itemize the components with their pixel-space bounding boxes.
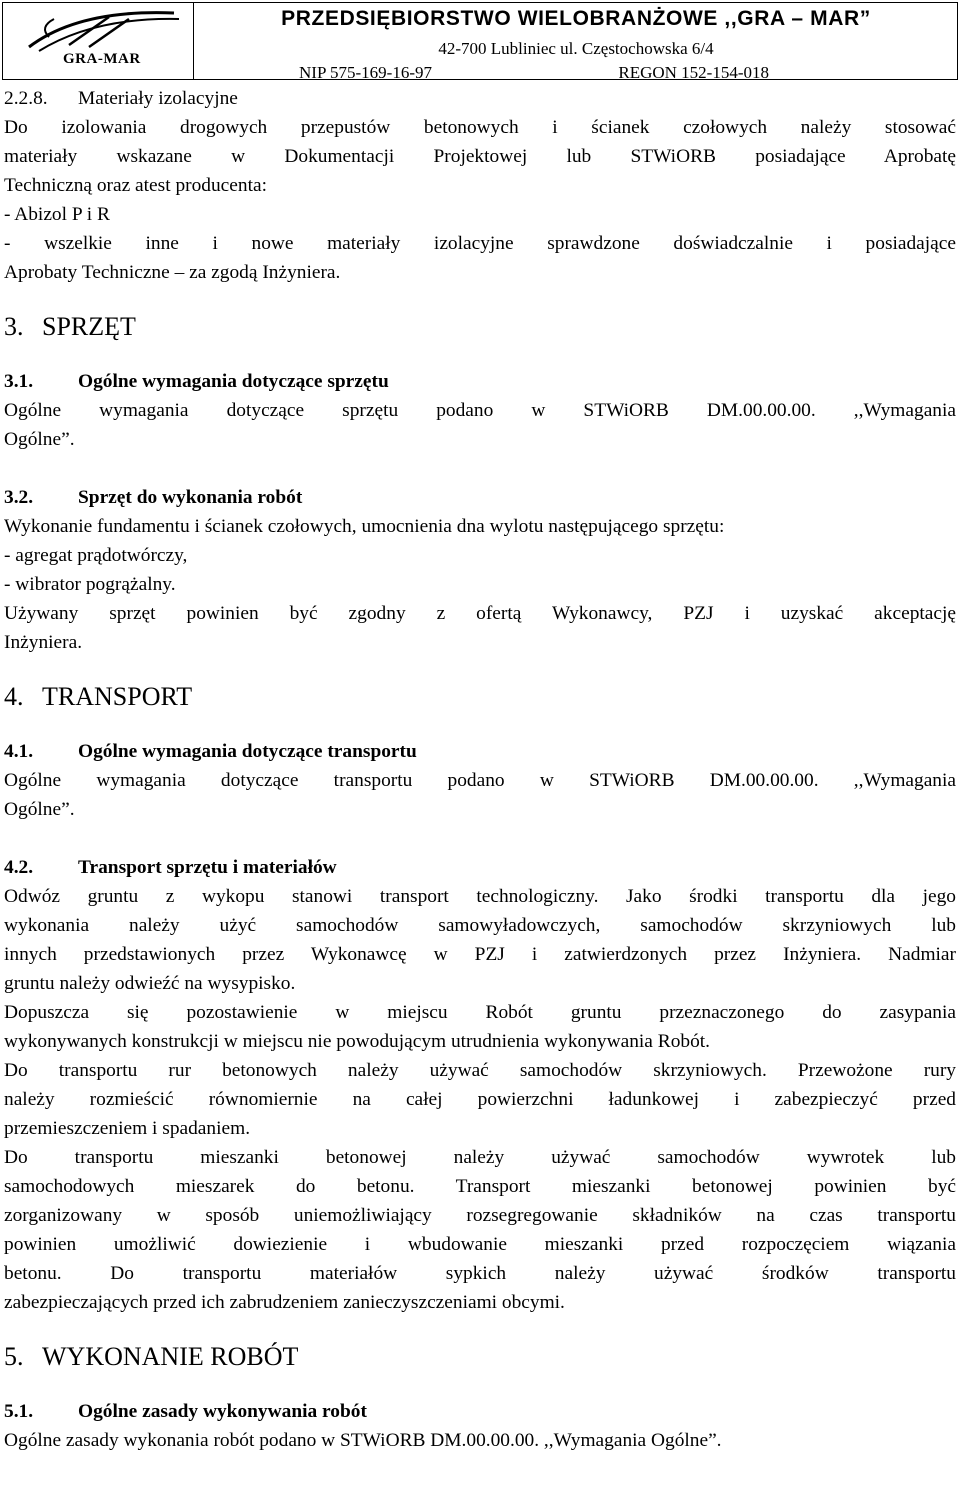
page-header (2, 2, 958, 80)
paragraph-line: Inżyniera. (4, 632, 83, 653)
paragraph-line: Odwóz gruntu z wykopu stanowi transport technologiczny. Jako środki transportu dla jego (4, 886, 956, 907)
paragraph-line: Ogólne”. (4, 429, 75, 450)
paragraph-line: Ogólne zasady wykonania robót podano w STWiORB DM.00.00.00. ,,Wymagania Ogólne”. (4, 1430, 722, 1451)
paragraph-line: zorganizowany w sposób uniemożliwiający rozsegregowanie składników na czas transportu (4, 1205, 956, 1226)
paragraph-line: przemieszczeniem i spadaniem. (4, 1118, 251, 1139)
paragraph-line: należy rozmieścić równomiernie na całej powierzchni ładunkowej i zabezpieczyć przed (4, 1089, 956, 1110)
company-name: PRZEDSIĘBIORSTWO WIELOBRANŻOWE ,,GRA – MAR” (281, 7, 871, 30)
paragraph-line: Techniczną oraz atest producenta: (4, 175, 267, 196)
paragraph-line: Do izolowania drogowych przepustów betonowych i ścianek czołowych należy stosować (4, 117, 956, 138)
section-2-2-8-heading: 2.2.8. Materiały izolacyjne (4, 88, 238, 109)
section-4-1-heading: 4.1. Ogólne wymagania dotyczące transportu (4, 741, 417, 762)
paragraph-line: Do transportu rur betonowych należy używać samochodów skrzyniowych. Przewożone rury (4, 1060, 956, 1081)
paragraph-line: wykonania należy użyć samochodów samowyładowczych, samochodów skrzyniowych lub (4, 915, 956, 936)
paragraph-line: samochodowych mieszarek do betonu. Transport mieszanki betonowej powinien być (4, 1176, 956, 1197)
paragraph-line: Aprobaty Techniczne – za zgodą Inżyniera. (4, 262, 341, 283)
paragraph-line: Ogólne”. (4, 799, 75, 820)
paragraph-line: innych przedstawionych przez Wykonawcę w PZJ i zatwierdzonych przez Inżyniera. Nadmiar (4, 944, 956, 965)
document-body (4, 84, 956, 1455)
logo-text: GRA-MAR (63, 51, 141, 67)
list-item: - agregat prądotwórczy, (4, 545, 188, 566)
paragraph-line: gruntu należy odwieźć na wysypisko. (4, 973, 296, 994)
section-4-2-heading: 4.2. Transport sprzętu i materiałów (4, 857, 337, 878)
paragraph-line: wykonywanych konstrukcji w miejscu nie powodującym utrudnienia wykonywania Robót. (4, 1031, 711, 1052)
paragraph-line: materiały wskazane w Dokumentacji Projektowej lub STWiORB posiadające Aprobatę (4, 146, 956, 167)
section-3-heading: 3. SPRZĘT (4, 312, 136, 341)
regon-number: REGON 152-154-018 (618, 63, 769, 82)
paragraph-line: betonu. Do transportu materiałów sypkich należy używać środków transportu (4, 1263, 956, 1284)
section-3-1-heading: 3.1. Ogólne wymagania dotyczące sprzętu (4, 371, 389, 392)
nip-number: NIP 575-169-16-97 (299, 63, 432, 82)
section-4-heading: 4. TRANSPORT (4, 682, 193, 711)
company-address: 42-700 Lubliniec ul. Częstochowska 6/4 (438, 39, 714, 58)
paragraph-line: zabezpieczających przed ich zabrudzeniem zanieczyszczeniami obcymi. (4, 1292, 565, 1313)
section-3-2-heading: 3.2. Sprzęt do wykonania robót (4, 487, 303, 508)
paragraph-line: Ogólne wymagania dotyczące transportu podano w STWiORB DM.00.00.00. ,,Wymagania (4, 770, 956, 791)
company-ids (299, 63, 769, 83)
logo-swoosh-icon (9, 7, 184, 55)
section-5-heading: 5. WYKONANIE ROBÓT (4, 1342, 299, 1371)
list-item: - Abizol P i R (4, 204, 110, 225)
paragraph-line: Ogólne wymagania dotyczące sprzętu podano w STWiORB DM.00.00.00. ,,Wymagania (4, 400, 956, 421)
company-logo (3, 3, 194, 79)
list-item: - wibrator pogrążalny. (4, 574, 176, 595)
paragraph-line: Używany sprzęt powinien być zgodny z ofertą Wykonawcy, PZJ i uzyskać akceptację (4, 603, 956, 624)
list-item: - wszelkie inne i nowe materiały izolacyjne sprawdzone doświadczalnie i posiadające (4, 233, 956, 254)
paragraph-line: powinien umożliwić dowiezienie i wbudowanie mieszanki przed rozpoczęciem wiązania (4, 1234, 956, 1255)
paragraph-line: Do transportu mieszanki betonowej należy używać samochodów wywrotek lub (4, 1147, 956, 1168)
section-5-1-heading: 5.1. Ogólne zasady wykonywania robót (4, 1401, 367, 1422)
paragraph-line: Wykonanie fundamentu i ścianek czołowych, umocnienia dna wylotu następującego sprzętu: (4, 516, 725, 537)
paragraph-line: Dopuszcza się pozostawienie w miejscu Robót gruntu przeznaczonego do zasypania (4, 1002, 956, 1023)
